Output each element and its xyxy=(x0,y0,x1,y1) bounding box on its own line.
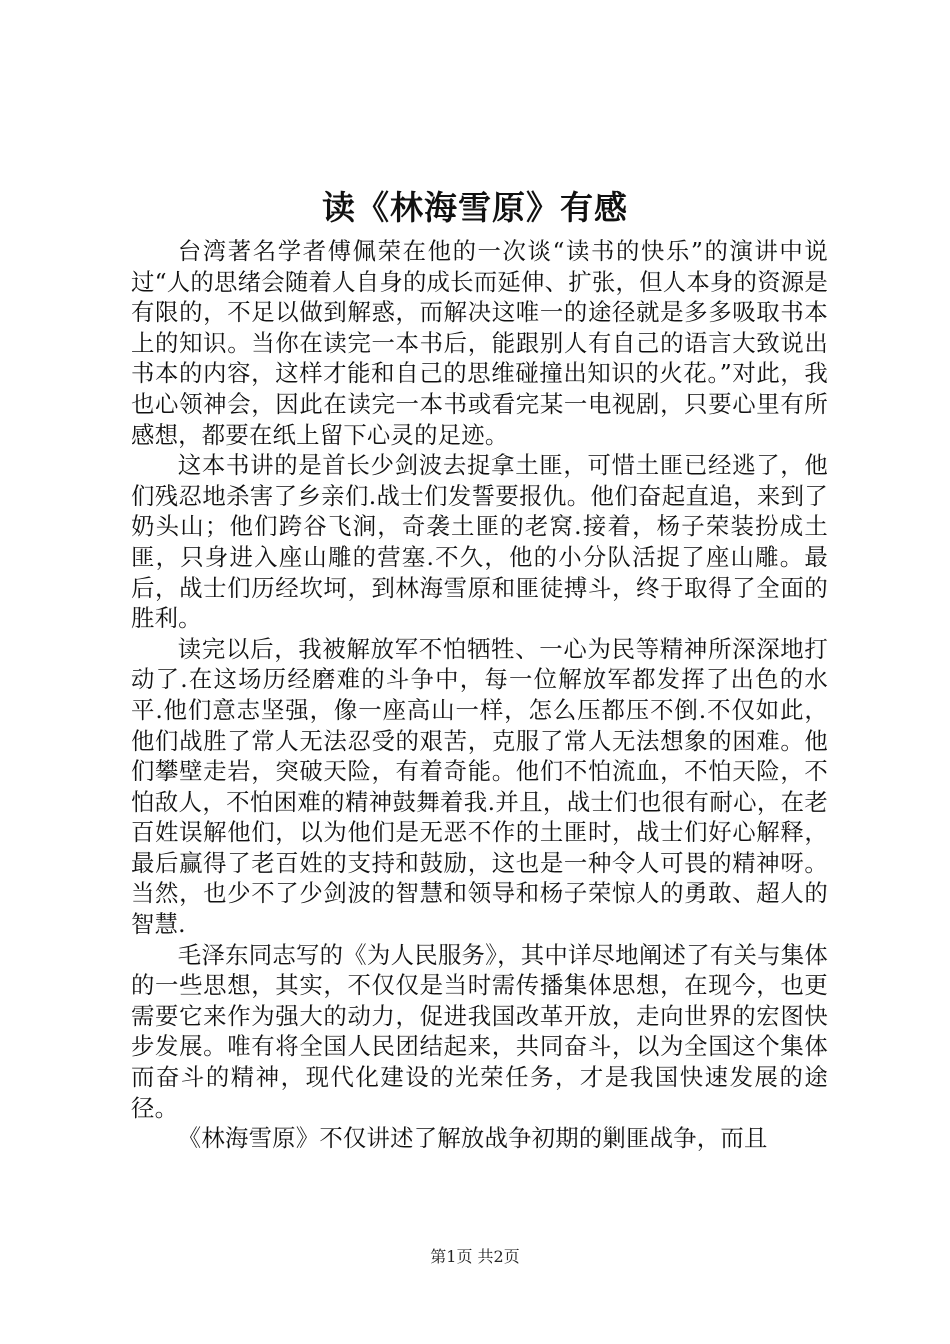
paragraph-4: 毛泽东同志写的《为人民服务》，其中详尽地阐述了有关与集体的一些思想，其实，不仅仅是当时需传播集体思想，在现今，也更需要它来作为强大的动力，促进我国改革开放，走向世界的宏图快步发展。唯有将全国人民团结起来，共同奋斗，以为全国这个集体而奋斗的精神，现代化建设的光荣任务，才是我国快速发展的途径。 xyxy=(131,940,828,1122)
paragraph-3: 读完以后，我被解放军不怕牺牲、一心为民等精神所深深地打动了.在这场历经磨难的斗争中，每一位解放军都发挥了出色的水平.他们意志坚强，像一座高山一样，怎么压都压不倒.不仅如此，他们战胜了常人无法忍受的艰苦，克服了常人无法想象的困难。他们攀壁走岩，突破天险，有着奇能。他们不怕流血，不怕天险，不怕敌人，不怕困难的精神鼓舞着我.并且，战士们也很有耐心，在老百姓误解他们，以为他们是无恶不作的土匪时，战士们好心解释，最后赢得了老百姓的支持和鼓励，这也是一种令人可畏的精神呀。当然，也少不了少剑波的智慧和领导和杨子荣惊人的勇敢、超人的智慧. xyxy=(131,634,828,939)
paragraph-1: 台湾著名学者傅佩荣在他的一次谈“读书的快乐”的演讲中说过“人的思绪会随着人自身的成长而延伸、扩张，但人本身的资源是有限的，不足以做到解惑，而解决这唯一的途径就是多多吸取书本上的知识。当你在读完一本书后，能跟别人有自己的语言大致说出书本的内容，这样才能和自己的思维碰撞出知识的火花。”对此，我也心领神会，因此在读完一本书或看完某一电视剧，只要心里有所感想，都要在纸上留下心灵的足迹。 xyxy=(131,237,828,449)
paragraph-2: 这本书讲的是首长少剑波去捉拿土匪，可惜土匪已经逃了，他们残忍地杀害了乡亲们.战士们发誓要报仇。他们奋起直追，来到了奶头山；他们跨谷飞涧，奇袭土匪的老窝.接着，杨子荣装扮成土匪，只身进入座山雕的营塞.不久，他的小分队活捉了座山雕。最后，战士们历经坎坷，到林海雪原和匪徒搏斗，终于取得了全面的胜利。 xyxy=(131,451,828,633)
paragraph-5: 《林海雪原》不仅讲述了解放战争初期的剿匪战争，而且 xyxy=(177,1124,768,1153)
page-title: 读《林海雪原》有感 xyxy=(322,188,628,227)
document-body xyxy=(131,236,828,1154)
page-footer: 第1页 共2页 xyxy=(430,1247,520,1266)
